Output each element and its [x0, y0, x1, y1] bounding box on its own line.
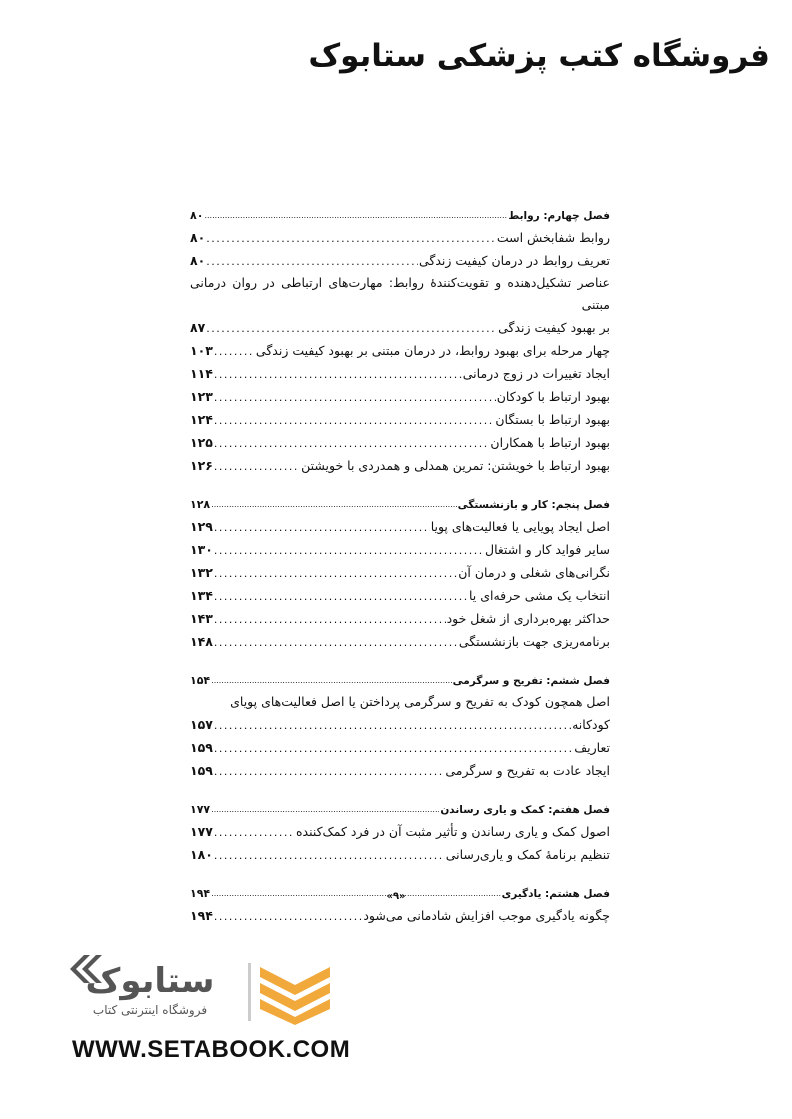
chapter-title: فصل ششم: تفریح و سرگرمی [452, 675, 610, 687]
toc-entry[interactable] [190, 904, 610, 927]
dot-leader [214, 636, 458, 653]
dot-leader [214, 910, 362, 927]
entry-title: بهبود ارتباط با بستگان [495, 412, 610, 427]
toc-entry[interactable] [190, 713, 610, 736]
brand-tagline: فروشگاه اینترنتی کتاب [92, 1003, 208, 1017]
toc-entry[interactable] [190, 226, 610, 249]
entry-page: ۸۰ [190, 253, 206, 268]
dot-leader [206, 232, 496, 249]
toc-entry[interactable] [190, 759, 610, 782]
entry-page: ۱۷۷ [190, 824, 213, 839]
toc-entry[interactable] [190, 362, 610, 385]
toc-chapter-heading[interactable] [190, 671, 610, 691]
entry-page: ۱۵۹ [190, 740, 213, 755]
dot-leader [214, 437, 490, 454]
entry-title: چگونه یادگیری موجب افزایش شادمانی می‌شود [363, 908, 610, 923]
store-header-title: فروشگاه کتب پزشکی ستابوک [308, 38, 770, 74]
toc-entry[interactable] [190, 736, 610, 759]
dot-leader [214, 826, 295, 843]
dot-leader [214, 590, 468, 607]
toc-entry[interactable] [190, 515, 610, 538]
brand-name: ستابوک [85, 961, 215, 1001]
toc-chapter-heading[interactable] [190, 800, 610, 820]
toc-entry[interactable] [190, 316, 610, 339]
toc-chapter-heading[interactable] [190, 206, 610, 226]
chapter-title: فصل هشتم: یادگیری [501, 888, 610, 900]
entry-title-continuation: بر بهبود کیفیت زندگی [498, 320, 610, 335]
entry-title-continuation: کودکانه [572, 717, 610, 732]
entry-title: سایر فواید کار و اشتغال [485, 542, 610, 557]
entry-page: ۱۳۲ [190, 565, 213, 580]
entry-title: چهار مرحله برای بهبود روابط، در درمان مبتنی بر بهبود کیفیت زندگی [255, 343, 610, 358]
dot-leader [214, 368, 462, 385]
toc-entry[interactable] [190, 843, 610, 866]
entry-page: ۱۱۴ [190, 366, 213, 381]
toc-entry[interactable] [190, 820, 610, 843]
entry-title: ایجاد عادت به تفریح و سرگرمی [445, 763, 610, 778]
toc-entry[interactable] [190, 561, 610, 584]
entry-title: بهبود ارتباط با خویشتن: تمرین همدلی و همدردی با خویشتن [301, 458, 610, 473]
dot-leader [214, 544, 484, 561]
entry-page: ۸۰ [190, 230, 206, 245]
dot-leader [206, 322, 497, 339]
dot-leader [214, 613, 446, 630]
entry-page: ۱۲۹ [190, 519, 213, 534]
chapter-page: ۱۵۴ [190, 674, 211, 687]
dot-leader [214, 849, 445, 866]
dot-leader [214, 414, 494, 431]
entry-page: ۱۹۴ [190, 908, 213, 923]
toc-entry-title-line: اصل همچون کودک به تفریح و سرگرمی پرداختن یا اصل فعالیت‌های پویای [230, 694, 610, 709]
entry-page: ۱۵۹ [190, 763, 213, 778]
toc-section [190, 495, 610, 653]
entry-page: ۱۲۵ [190, 435, 213, 450]
dot-leader [206, 255, 418, 272]
entry-title: ایجاد تغییرات در زوج درمانی [462, 366, 610, 381]
dot-leader [211, 674, 451, 691]
toc-entry[interactable] [190, 454, 610, 477]
entry-title: روابط شفابخش است [496, 230, 610, 245]
entry-title: حداکثر بهره‌برداری از شغل خود [446, 611, 610, 626]
toc-section [190, 671, 610, 782]
toc-entry[interactable] [190, 630, 610, 653]
entry-title: تنظیم برنامهٔ کمک و یاری‌رسانی [445, 847, 610, 862]
entry-page: ۱۲۶ [190, 458, 213, 473]
dot-leader [214, 765, 444, 782]
chapter-title: فصل پنجم: کار و بازنشستگی [457, 499, 610, 511]
chapter-title: فصل هفتم: کمک و یاری رساندن [440, 804, 610, 816]
dot-leader [214, 521, 430, 538]
dot-leader [214, 391, 496, 408]
page-number: «۹» [386, 891, 406, 902]
dot-leader [214, 742, 573, 759]
entry-title: بهبود ارتباط با همکاران [490, 435, 610, 450]
entry-title: برنامه‌ریزی جهت بازنشستگی [458, 634, 610, 649]
table-of-contents [190, 206, 610, 945]
toc-section [190, 800, 610, 866]
dot-leader [211, 498, 457, 515]
chapter-page: ۱۲۸ [190, 498, 211, 511]
stacked-chevrons-icon [260, 967, 330, 1025]
chapter-page: ۸۰ [190, 209, 204, 222]
toc-entry[interactable] [190, 339, 610, 362]
entry-title: نگرانی‌های شغلی و درمان آن [458, 565, 610, 580]
dot-leader [211, 803, 439, 820]
entry-page: ۱۸۰ [190, 847, 213, 862]
dot-leader [204, 209, 507, 226]
chapter-page: ۱۷۷ [190, 803, 211, 816]
entry-title: اصل ایجاد پویایی یا فعالیت‌های پویا [430, 519, 610, 534]
entry-page: ۱۳۰ [190, 542, 213, 557]
entry-page: ۱۰۳ [190, 343, 213, 358]
toc-entry[interactable] [190, 584, 610, 607]
entry-page: ۱۴۸ [190, 634, 213, 649]
entry-page: ۱۴۳ [190, 611, 213, 626]
brand-block [70, 962, 230, 1018]
entry-page: ۱۵۷ [190, 717, 213, 732]
entry-title: تعاریف [574, 740, 610, 755]
entry-title: انتخاب یک مشی حرفه‌ای یا [468, 588, 610, 603]
toc-entry-title-line: عناصر تشکیل‌دهنده و تقویت‌کنندهٔ روابط: مهارت‌های ارتباطی در روان درمانی مبتنی [190, 275, 610, 312]
dot-leader [214, 460, 300, 477]
entry-page: ۱۳۴ [190, 588, 213, 603]
entry-title: تعریف روابط در درمان کیفیت زندگی [418, 253, 610, 268]
toc-entry[interactable] [190, 385, 610, 408]
entry-title: بهبود ارتباط با کودکان [496, 389, 610, 404]
toc-entry[interactable] [190, 408, 610, 431]
toc-entry[interactable] [190, 249, 610, 272]
toc-entry[interactable] [190, 431, 610, 454]
entry-page: ۱۲۴ [190, 412, 213, 427]
toc-section [190, 206, 610, 477]
dot-leader [214, 345, 255, 362]
website-url[interactable]: WWW.SETABOOK.COM [72, 1036, 351, 1063]
entry-page: ۱۲۳ [190, 389, 213, 404]
toc-entry[interactable] [190, 538, 610, 561]
entry-title: اصول کمک و یاری رساندن و تأثیر مثبت آن در فرد کمک‌کننده [295, 824, 610, 839]
toc-entry[interactable] [190, 607, 610, 630]
dot-leader [214, 567, 457, 584]
entry-page: ۸۷ [190, 320, 206, 335]
toc-chapter-heading[interactable] [190, 495, 610, 515]
chapter-page: ۱۹۴ [190, 887, 211, 900]
chapter-title: فصل چهارم: روابط [508, 210, 610, 222]
dot-leader [214, 719, 571, 736]
